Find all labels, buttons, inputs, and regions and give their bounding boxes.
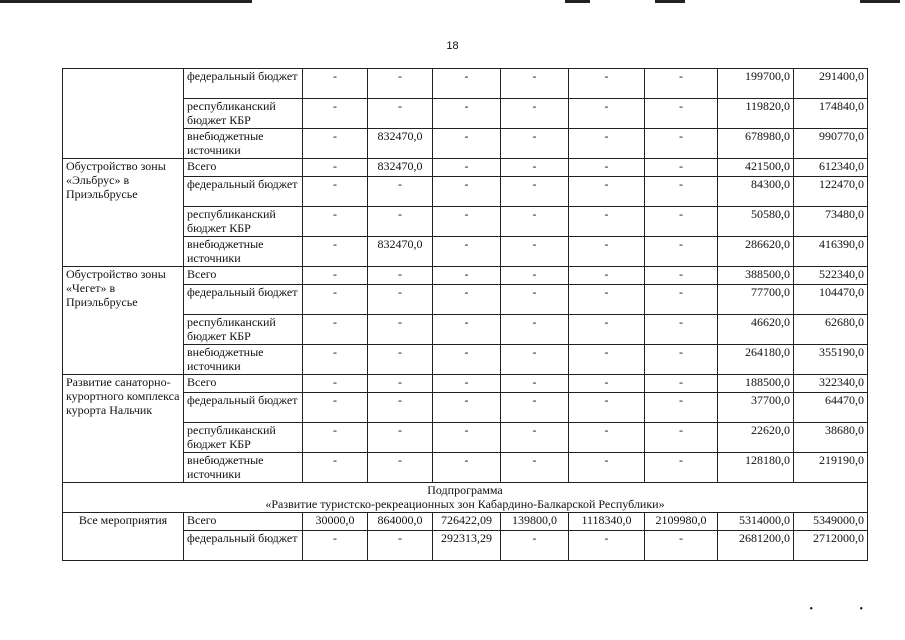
value-cell: - bbox=[368, 267, 433, 285]
value-cell: 30000,0 bbox=[303, 513, 368, 531]
source-cell: внебюджетные источники bbox=[184, 453, 303, 483]
value-cell: 46620,0 bbox=[718, 315, 794, 345]
measure-cell: Все мероприятия bbox=[63, 513, 184, 561]
value-cell: 84300,0 bbox=[718, 177, 794, 207]
value-cell: - bbox=[433, 129, 501, 159]
value-cell: 188500,0 bbox=[718, 375, 794, 393]
value-cell: - bbox=[303, 423, 368, 453]
table-row bbox=[63, 159, 868, 177]
value-cell: 22620,0 bbox=[718, 423, 794, 453]
value-cell: - bbox=[501, 177, 569, 207]
value-cell: - bbox=[368, 531, 433, 561]
value-cell: - bbox=[303, 393, 368, 423]
value-cell: - bbox=[433, 207, 501, 237]
value-cell: - bbox=[433, 159, 501, 177]
value-cell: - bbox=[433, 375, 501, 393]
source-cell: республиканский бюджет КБР bbox=[184, 99, 303, 129]
value-cell: - bbox=[501, 345, 569, 375]
measure-cell bbox=[63, 69, 184, 159]
value-cell: 174840,0 bbox=[794, 99, 868, 129]
value-cell: - bbox=[645, 531, 718, 561]
value-cell: - bbox=[569, 159, 645, 177]
value-cell: - bbox=[569, 129, 645, 159]
value-cell: - bbox=[433, 393, 501, 423]
source-cell: внебюджетные источники bbox=[184, 237, 303, 267]
source-cell: Всего bbox=[184, 375, 303, 393]
value-cell: - bbox=[433, 99, 501, 129]
value-cell: - bbox=[501, 531, 569, 561]
value-cell: - bbox=[645, 129, 718, 159]
value-cell: - bbox=[303, 99, 368, 129]
table-row bbox=[63, 315, 868, 345]
source-cell: федеральный бюджет bbox=[184, 69, 303, 99]
table-row bbox=[63, 237, 868, 267]
value-cell: - bbox=[645, 207, 718, 237]
source-cell: внебюджетные источники bbox=[184, 345, 303, 375]
value-cell: 2109980,0 bbox=[645, 513, 718, 531]
value-cell: 5314000,0 bbox=[718, 513, 794, 531]
value-cell: - bbox=[433, 315, 501, 345]
value-cell: 416390,0 bbox=[794, 237, 868, 267]
budget-table bbox=[62, 68, 868, 561]
subprogram-row bbox=[63, 483, 868, 513]
value-cell: 264180,0 bbox=[718, 345, 794, 375]
table-row bbox=[63, 453, 868, 483]
table-row bbox=[63, 267, 868, 285]
value-cell: - bbox=[303, 375, 368, 393]
value-cell: - bbox=[368, 345, 433, 375]
value-cell: - bbox=[501, 237, 569, 267]
table-row bbox=[63, 393, 868, 423]
value-cell: 73480,0 bbox=[794, 207, 868, 237]
value-cell: - bbox=[368, 375, 433, 393]
source-cell: Всего bbox=[184, 267, 303, 285]
value-cell: - bbox=[569, 237, 645, 267]
value-cell: - bbox=[569, 285, 645, 315]
value-cell: - bbox=[645, 177, 718, 207]
value-cell: - bbox=[501, 129, 569, 159]
value-cell: - bbox=[645, 315, 718, 345]
value-cell: - bbox=[303, 531, 368, 561]
table-row bbox=[63, 177, 868, 207]
value-cell: - bbox=[645, 423, 718, 453]
value-cell: - bbox=[501, 315, 569, 345]
value-cell: - bbox=[303, 69, 368, 99]
source-cell: республиканский бюджет КБР bbox=[184, 315, 303, 345]
table-row bbox=[63, 423, 868, 453]
value-cell: - bbox=[501, 207, 569, 237]
value-cell: 64470,0 bbox=[794, 393, 868, 423]
value-cell: - bbox=[368, 393, 433, 423]
value-cell: - bbox=[433, 285, 501, 315]
value-cell: 139800,0 bbox=[501, 513, 569, 531]
value-cell: 38680,0 bbox=[794, 423, 868, 453]
source-cell: внебюджетные источники bbox=[184, 129, 303, 159]
value-cell: - bbox=[645, 69, 718, 99]
value-cell: 522340,0 bbox=[794, 267, 868, 285]
source-cell: федеральный бюджет bbox=[184, 177, 303, 207]
subprogram-title bbox=[63, 483, 868, 513]
value-cell: - bbox=[501, 267, 569, 285]
value-cell: - bbox=[569, 453, 645, 483]
value-cell: 104470,0 bbox=[794, 285, 868, 315]
value-cell: - bbox=[303, 267, 368, 285]
value-cell: - bbox=[303, 207, 368, 237]
value-cell: - bbox=[645, 237, 718, 267]
table-row bbox=[63, 99, 868, 129]
value-cell: - bbox=[569, 531, 645, 561]
source-cell: республиканский бюджет КБР bbox=[184, 423, 303, 453]
table-row bbox=[63, 345, 868, 375]
value-cell: - bbox=[569, 99, 645, 129]
source-cell: федеральный бюджет bbox=[184, 285, 303, 315]
value-cell: - bbox=[303, 237, 368, 267]
page-number: 18 bbox=[446, 40, 459, 52]
value-cell: - bbox=[433, 237, 501, 267]
value-cell: - bbox=[433, 345, 501, 375]
value-cell: 678980,0 bbox=[718, 129, 794, 159]
source-cell: Всего bbox=[184, 513, 303, 531]
value-cell: 50580,0 bbox=[718, 207, 794, 237]
value-cell: - bbox=[569, 423, 645, 453]
value-cell: - bbox=[303, 129, 368, 159]
value-cell: - bbox=[368, 177, 433, 207]
value-cell: - bbox=[368, 423, 433, 453]
value-cell: - bbox=[645, 453, 718, 483]
value-cell: - bbox=[501, 393, 569, 423]
value-cell: - bbox=[645, 393, 718, 423]
value-cell: 864000,0 bbox=[368, 513, 433, 531]
value-cell: - bbox=[368, 207, 433, 237]
value-cell: 990770,0 bbox=[794, 129, 868, 159]
value-cell: 286620,0 bbox=[718, 237, 794, 267]
value-cell: 612340,0 bbox=[794, 159, 868, 177]
value-cell: - bbox=[501, 99, 569, 129]
value-cell: - bbox=[501, 453, 569, 483]
value-cell: - bbox=[433, 69, 501, 99]
value-cell: - bbox=[303, 177, 368, 207]
value-cell: - bbox=[645, 159, 718, 177]
value-cell: 292313,29 bbox=[433, 531, 501, 561]
table-row bbox=[63, 207, 868, 237]
value-cell: - bbox=[303, 345, 368, 375]
value-cell: - bbox=[303, 285, 368, 315]
value-cell: - bbox=[368, 315, 433, 345]
value-cell: - bbox=[433, 423, 501, 453]
source-cell: федеральный бюджет bbox=[184, 393, 303, 423]
value-cell: 2681200,0 bbox=[718, 531, 794, 561]
value-cell: - bbox=[569, 393, 645, 423]
table-row bbox=[63, 375, 868, 393]
value-cell: 291400,0 bbox=[794, 69, 868, 99]
source-cell: республиканский бюджет КБР bbox=[184, 207, 303, 237]
value-cell: 128180,0 bbox=[718, 453, 794, 483]
value-cell: - bbox=[501, 159, 569, 177]
value-cell: - bbox=[645, 99, 718, 129]
value-cell: 832470,0 bbox=[368, 129, 433, 159]
value-cell: - bbox=[501, 423, 569, 453]
subprogram-name: «Развитие туристско-рекреационных зон Кабардино-Балкарской Республики» bbox=[265, 497, 665, 511]
source-cell: Всего bbox=[184, 159, 303, 177]
value-cell: - bbox=[368, 453, 433, 483]
value-cell: 122470,0 bbox=[794, 177, 868, 207]
value-cell: - bbox=[645, 267, 718, 285]
value-cell: - bbox=[645, 375, 718, 393]
measure-cell: Развитие санаторно-курортного комплекса курорта Нальчик bbox=[63, 375, 184, 483]
table-row bbox=[63, 513, 868, 531]
value-cell: - bbox=[368, 285, 433, 315]
value-cell: - bbox=[433, 177, 501, 207]
value-cell: - bbox=[569, 267, 645, 285]
value-cell: 322340,0 bbox=[794, 375, 868, 393]
value-cell: - bbox=[368, 99, 433, 129]
value-cell: 219190,0 bbox=[794, 453, 868, 483]
measure-cell: Обустройство зоны «Чегет» в Приэльбрусье bbox=[63, 267, 184, 375]
value-cell: - bbox=[569, 207, 645, 237]
scan-edge-marks bbox=[0, 0, 905, 6]
value-cell: - bbox=[645, 345, 718, 375]
value-cell: - bbox=[303, 315, 368, 345]
value-cell: 355190,0 bbox=[794, 345, 868, 375]
value-cell: 199700,0 bbox=[718, 69, 794, 99]
value-cell: - bbox=[569, 345, 645, 375]
value-cell: - bbox=[303, 453, 368, 483]
value-cell: - bbox=[569, 69, 645, 99]
value-cell: - bbox=[569, 177, 645, 207]
value-cell: - bbox=[303, 159, 368, 177]
value-cell: 726422,09 bbox=[433, 513, 501, 531]
value-cell: - bbox=[569, 375, 645, 393]
value-cell: - bbox=[645, 285, 718, 315]
value-cell: - bbox=[501, 285, 569, 315]
source-cell: федеральный бюджет bbox=[184, 531, 303, 561]
value-cell: 62680,0 bbox=[794, 315, 868, 345]
value-cell: - bbox=[433, 267, 501, 285]
table-row bbox=[63, 129, 868, 159]
value-cell: 421500,0 bbox=[718, 159, 794, 177]
value-cell: 37700,0 bbox=[718, 393, 794, 423]
measure-cell: Обустройство зоны «Эльбрус» в Приэльбрусье bbox=[63, 159, 184, 267]
value-cell: - bbox=[433, 453, 501, 483]
table-row bbox=[63, 285, 868, 315]
value-cell: 119820,0 bbox=[718, 99, 794, 129]
table-row bbox=[63, 69, 868, 99]
value-cell: 388500,0 bbox=[718, 267, 794, 285]
value-cell: - bbox=[569, 315, 645, 345]
subprogram-label: Подпрограмма bbox=[427, 483, 503, 497]
value-cell: - bbox=[501, 69, 569, 99]
scan-dots: • • bbox=[809, 604, 885, 615]
value-cell: - bbox=[368, 69, 433, 99]
value-cell: 832470,0 bbox=[368, 237, 433, 267]
value-cell: 77700,0 bbox=[718, 285, 794, 315]
value-cell: - bbox=[501, 375, 569, 393]
value-cell: 2712000,0 bbox=[794, 531, 868, 561]
table-row bbox=[63, 531, 868, 561]
value-cell: 832470,0 bbox=[368, 159, 433, 177]
value-cell: 1118340,0 bbox=[569, 513, 645, 531]
value-cell: 5349000,0 bbox=[794, 513, 868, 531]
